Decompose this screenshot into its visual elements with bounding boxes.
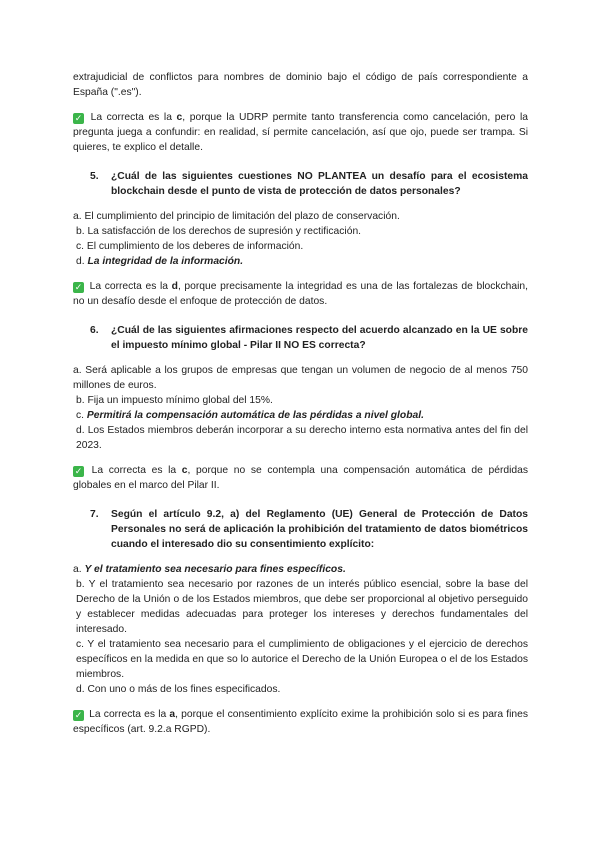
answer-prefix: La correcta es la	[86, 709, 170, 720]
question-number: 6.	[90, 325, 99, 336]
option-b: b. La satisfacción de los derechos de supresión y rectificación.	[76, 226, 362, 237]
question-text: Según el artículo 9.2, a) del Reglamento (UE) General de Protección de Datos Personales no será de aplicación la prohibición del tratamiento de datos biométricos cuando el interesado dio su consentimiento explícito:	[111, 509, 528, 550]
question-text: ¿Cuál de las siguientes cuestiones NO PLANTEA un desafío para el ecosistema blockchain desde el punto de vista de protección de datos personales?	[111, 171, 528, 197]
option-a	[73, 562, 528, 577]
answer-letter: c	[176, 112, 183, 123]
option-c-prefix: c.	[76, 410, 87, 421]
option-c: c. El cumplimiento de los deberes de información.	[76, 241, 304, 252]
intro-paragraph: extrajudicial de conflictos para nombres de dominio bajo el código de país correspondiente a España (".es").	[73, 72, 528, 98]
option-d: d. Con uno o más de los fines especificados.	[76, 684, 281, 695]
question-number: 7.	[90, 509, 99, 520]
answer-explanation: , porque la UDRP permite tanto transferencia como cancelación, pero la pregunta juega a confundir: en realidad, sí permite cancelación, así que ojo, puede ser trampa. Si quieres, te explico el detalle.	[73, 112, 528, 153]
check-mark-icon: ✓	[74, 113, 83, 123]
answer-explanation: , porque no se contempla una compensación automática de pérdidas globales en el marco del Pilar II.	[73, 465, 528, 491]
check-mark-icon: ✓	[74, 466, 83, 476]
option-c: c. Y el tratamiento sea necesario para el cumplimiento de obligaciones y el ejercicio de derechos específicos en la medida en que so lo autorice el Derecho de la Unión Europea o el de los Estados miembros.	[76, 639, 528, 680]
answer-letter: c	[181, 465, 188, 476]
option-a-correct: Y el tratamiento sea necesario para fines específicos.	[84, 564, 346, 575]
answer-question-6	[73, 463, 528, 493]
question-7	[73, 507, 528, 552]
question-5	[73, 169, 528, 199]
option-c	[73, 408, 528, 423]
option-a: a. Será aplicable a los grupos de empresas que tengan un volumen de negocio de al menos 750 millones de euros.	[73, 365, 528, 391]
option-d-correct: La integridad de la información.	[87, 256, 244, 267]
option-a-prefix: a.	[73, 564, 85, 575]
question-6	[73, 323, 528, 353]
option-d: d. Los Estados miembros deberán incorporar a su derecho interno esta normativa antes del fin del 2023.	[76, 425, 528, 451]
options-question-5	[73, 209, 528, 269]
option-d-prefix: d.	[76, 256, 88, 267]
answer-prefix: La correcta es la	[86, 465, 182, 476]
answer-prefix: La correcta es la	[86, 281, 172, 292]
intro-answer	[73, 110, 528, 155]
answer-question-7	[73, 707, 528, 737]
answer-prefix: La correcta es la	[90, 112, 177, 123]
answer-question-5	[73, 279, 528, 309]
answer-explanation: , porque el consentimiento explícito exime la prohibición solo si es para fines específicos (art. 9.2.a RGPD).	[73, 709, 529, 735]
question-text: ¿Cuál de las siguientes afirmaciones respecto del acuerdo alcanzado en la UE sobre el impuesto mínimo global - Pilar II NO ES correcta?	[111, 325, 528, 351]
answer-explanation: , porque precisamente la integridad es una de las fortalezas de blockchain, no un desafío desde el enfoque de protección de datos.	[73, 281, 528, 307]
document-content	[73, 70, 528, 737]
check-mark-icon: ✓	[74, 282, 83, 292]
option-a: a. El cumplimiento del principio de limitación del plazo de conservación.	[73, 211, 400, 222]
question-number: 5.	[90, 171, 99, 182]
check-mark-icon: ✓	[74, 710, 83, 720]
options-question-7	[73, 562, 528, 697]
option-b: b. Y el tratamiento sea necesario por razones de un interés público esencial, sobre la base del Derecho de la Unión o de los Estados miembros, que debe ser proporcional al objetivo perseguido y establecer medidas adecuadas para proteger los intereses y derechos fundamentales del interesado.	[76, 579, 528, 635]
option-d	[73, 254, 528, 269]
answer-letter: d	[171, 281, 178, 292]
option-c-correct: Permitirá la compensación automática de las pérdidas a nivel global.	[86, 410, 424, 421]
options-question-6	[73, 363, 528, 453]
option-b: b. Fija un impuesto mínimo global del 15%.	[76, 395, 273, 406]
answer-letter: a	[169, 709, 176, 720]
